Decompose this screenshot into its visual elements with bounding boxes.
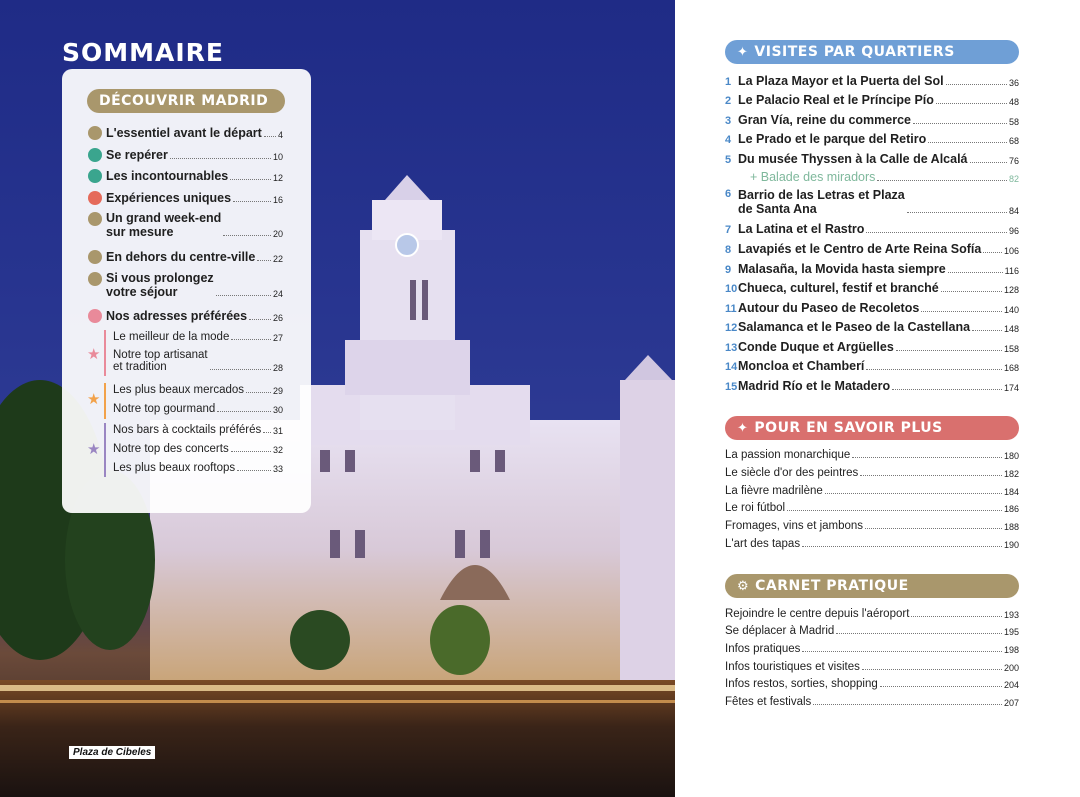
page-title: SOMMAIRE (62, 38, 224, 67)
sparkle-icon: ✦ (737, 421, 749, 436)
walking-icon: ✦ (737, 45, 749, 60)
toc-entry[interactable]: La passion monarchique 180 (725, 449, 1019, 461)
toc-entry[interactable]: 7 La Latina et el Rastro 96 (725, 222, 1019, 236)
flower-bullet-icon (88, 212, 102, 226)
toc-entry[interactable]: Les incontournables 12 (88, 168, 283, 183)
subgroup-bar (104, 383, 106, 419)
toc-subentry[interactable]: Les plus beaux rooftops 33 (113, 462, 283, 474)
toc-entry[interactable]: Infos pratiques 198 (725, 643, 1019, 655)
toc-entry[interactable]: 5 Du musée Thyssen à la Calle de Alcalá 76 (725, 152, 1019, 166)
flower-bullet-icon (88, 191, 102, 205)
star-icon: ★ (87, 441, 101, 458)
flower-bullet-icon (88, 272, 102, 286)
toc-entry[interactable]: L'essentiel avant le départ 4 (88, 125, 283, 140)
toc-entry[interactable]: 10 Chueca, culturel, festif et branché 128 (725, 281, 1019, 295)
toc-entry[interactable]: 12 Salamanca et le Paseo de la Castellana 148 (725, 320, 1019, 334)
toc-subentry[interactable]: Nos bars à cocktails préférés 31 (113, 424, 283, 436)
flower-bullet-icon (88, 250, 102, 264)
toc-subentry[interactable]: Le meilleur de la mode 27 (113, 331, 283, 343)
toc-subentry[interactable]: + Balade des miradors 82 (750, 170, 1019, 184)
toc-entry[interactable]: Fromages, vins et jambons 188 (725, 520, 1019, 532)
subgroup-bar (104, 330, 106, 376)
toc-entry[interactable]: Infos touristiques et visites 200 (725, 661, 1019, 673)
section-pill-carnet: ⚙ CARNET PRATIQUE (725, 574, 1019, 598)
toc-entry[interactable]: Le roi fútbol 186 (725, 502, 1019, 514)
subgroup-bar (104, 423, 106, 477)
toc-entry[interactable]: 8 Lavapiés et le Centro de Arte Reina Sofía 106 (725, 242, 1019, 256)
toc-entry[interactable]: 2 Le Palacio Real et le Príncipe Pío 48 (725, 93, 1019, 107)
toc-entry[interactable]: 3 Gran Vía, reine du commerce 58 (725, 113, 1019, 127)
toc-entry[interactable]: Un grand week-end sur mesure 20 (88, 211, 283, 239)
toc-subentry[interactable]: Notre top artisanat et tradition 28 (113, 349, 283, 373)
section-pill-visites: ✦ VISITES PAR QUARTIERS (725, 40, 1019, 64)
toc-entry[interactable]: Rejoindre le centre depuis l'aéroport 193 (725, 608, 1019, 620)
toc-entry[interactable]: 6 Barrio de las Letras et Plaza de Santa Ana 84 (725, 188, 1019, 216)
toc-entry[interactable]: Nos adresses préférées 26 (88, 308, 283, 323)
toc-entry[interactable]: Fêtes et festivals 207 (725, 696, 1019, 708)
toc-subentry[interactable]: Les plus beaux mercados 29 (113, 384, 283, 396)
toc-entry[interactable]: 14 Moncloa et Chamberí 168 (725, 359, 1019, 373)
toc-entry[interactable]: En dehors du centre-ville 22 (88, 249, 283, 264)
toc-entry[interactable]: 15 Madrid Río et le Matadero 174 (725, 379, 1019, 393)
toc-entry[interactable]: 11 Autour du Paseo de Recoletos 140 (725, 301, 1019, 315)
flower-bullet-icon (88, 309, 102, 323)
gear-icon: ⚙ (737, 579, 750, 594)
star-icon: ★ (87, 391, 101, 408)
flower-bullet-icon (88, 126, 102, 140)
toc-subentry[interactable]: Notre top gourmand 30 (113, 403, 283, 415)
toc-entry[interactable]: Expériences uniques 16 (88, 190, 283, 205)
star-icon: ★ (87, 346, 101, 363)
toc-entry[interactable]: Infos restos, sorties, shopping 204 (725, 678, 1019, 690)
flower-bullet-icon (88, 169, 102, 183)
toc-entry[interactable]: 13 Conde Duque et Argüelles 158 (725, 340, 1019, 354)
toc-entry[interactable]: 4 Le Prado et le parque del Retiro 68 (725, 132, 1019, 146)
toc-entry[interactable]: Si vous prolongez votre séjour 24 (88, 271, 283, 299)
toc-entry[interactable]: La fièvre madrilène 184 (725, 485, 1019, 497)
toc-entry[interactable]: Se déplacer à Madrid 195 (725, 625, 1019, 637)
flower-bullet-icon (88, 148, 102, 162)
toc-subentry[interactable]: Notre top des concerts 32 (113, 443, 283, 455)
toc-entry[interactable]: Se repérer 10 (88, 147, 283, 162)
toc-entry[interactable]: 9 Malasaña, la Movida hasta siempre 116 (725, 262, 1019, 276)
section-pill-decouvrir: DÉCOUVRIR MADRID (87, 89, 285, 113)
section-pill-savoir: ✦ POUR EN SAVOIR PLUS (725, 416, 1019, 440)
photo-caption: Plaza de Cibeles (69, 746, 155, 759)
toc-entry[interactable]: L'art des tapas 190 (725, 538, 1019, 550)
toc-entry[interactable]: Le siècle d'or des peintres 182 (725, 467, 1019, 479)
toc-entry[interactable]: 1 La Plaza Mayor et la Puerta del Sol 36 (725, 74, 1019, 88)
